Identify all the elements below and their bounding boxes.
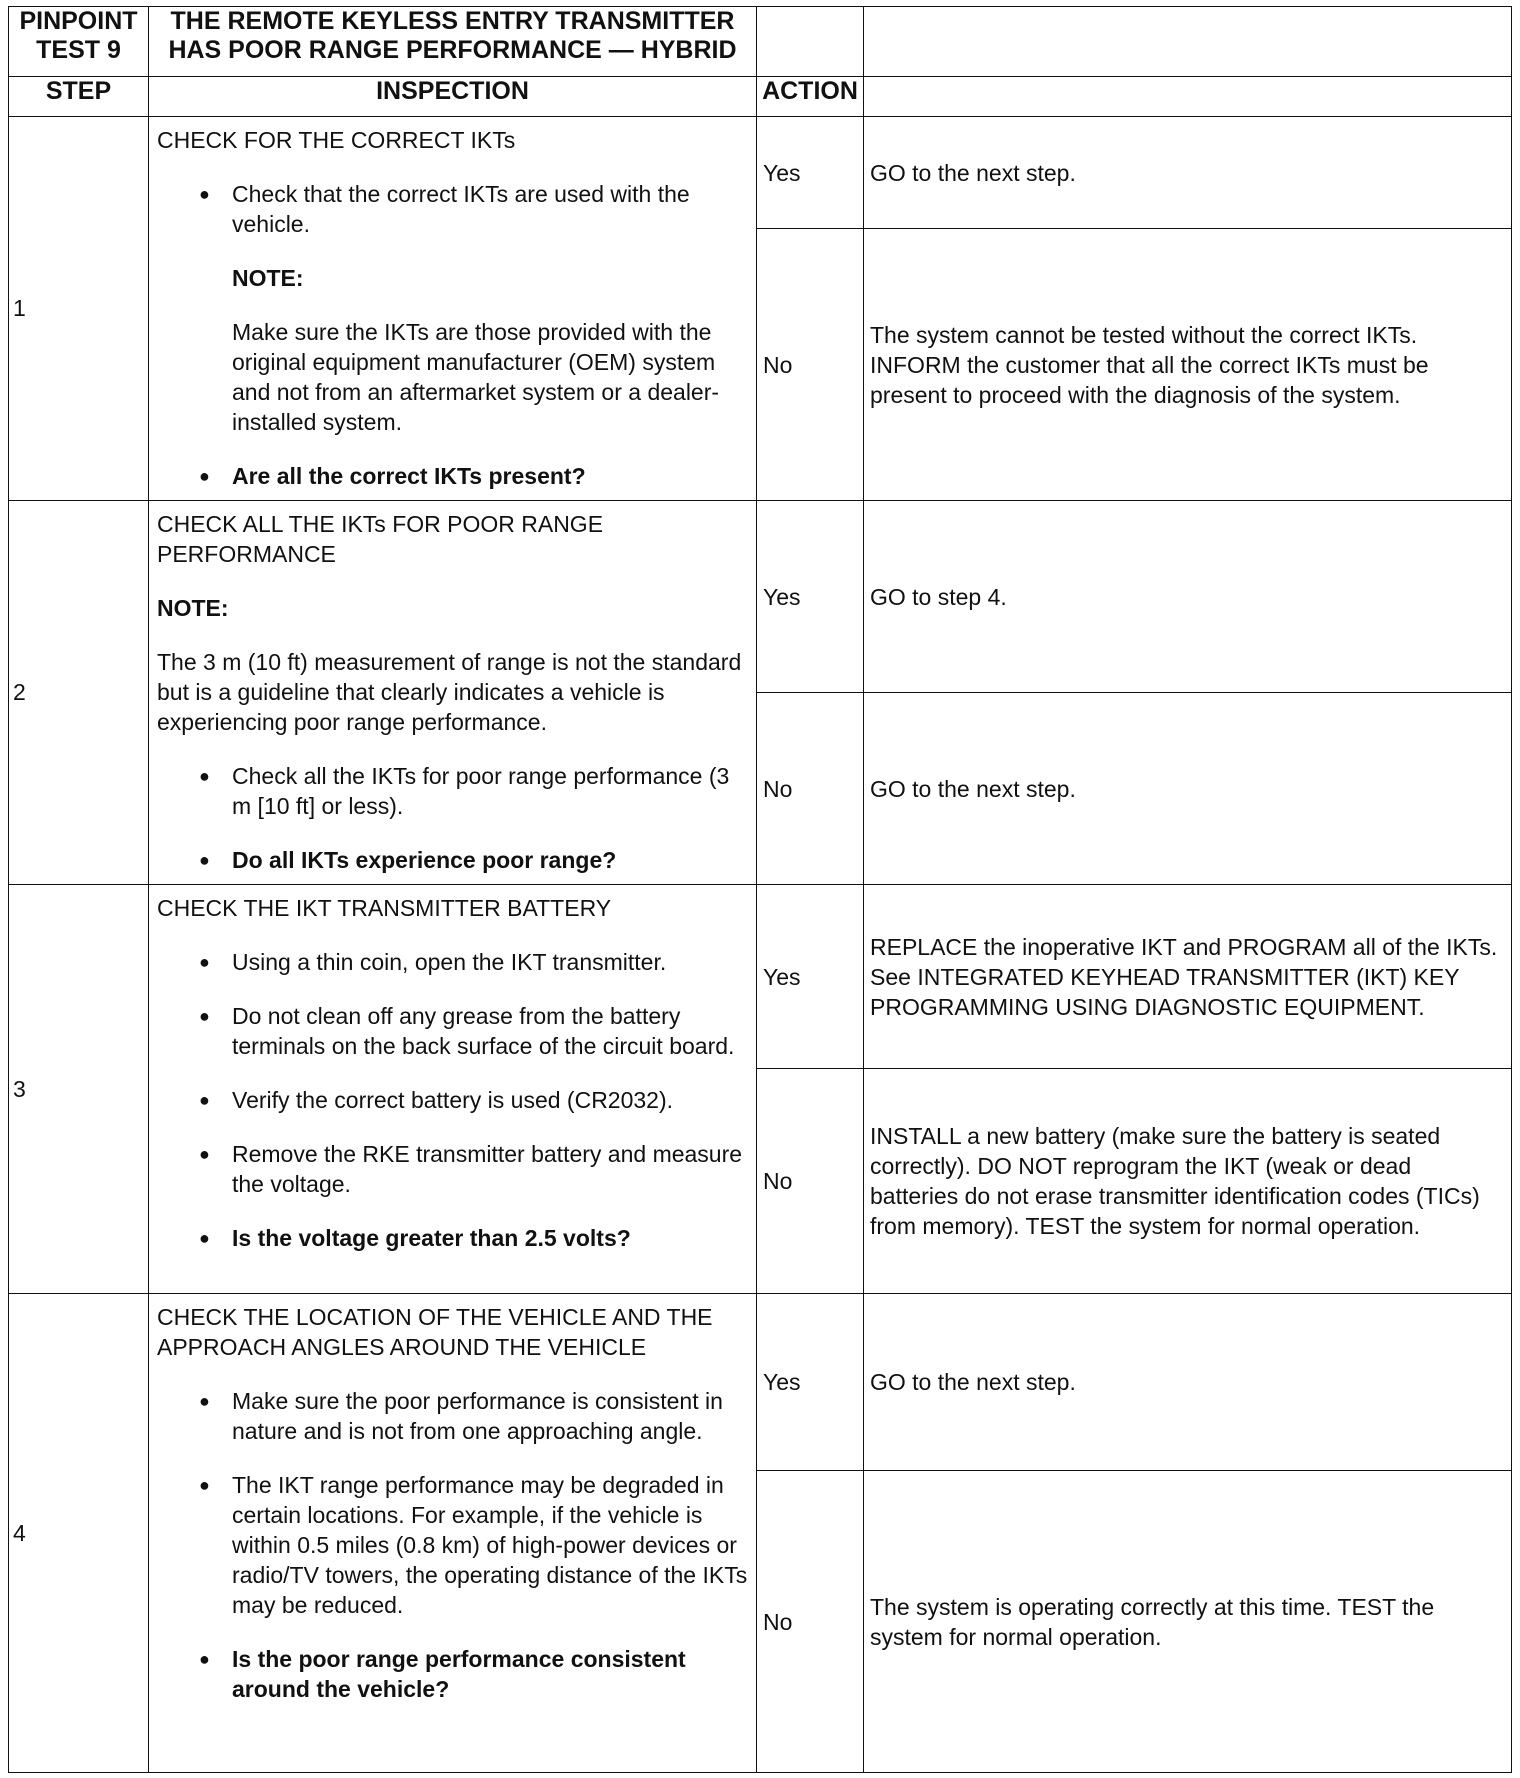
step-1-yes-row	[9, 117, 1512, 229]
bullet-item: ● Using a thin coin, open the IKT transmitter.	[199, 949, 667, 975]
step-3-inspection	[149, 885, 757, 1294]
bullet-item: ● The IKT range performance may be degraded in certain locations. For example, if the vehicle is within 0.5 miles (0.8 km) of high-power devices or radio/TV towers, the operating distance of the IKTs may be reduced.	[199, 1472, 748, 1618]
bullet-icon: ●	[199, 1006, 210, 1026]
title-blank-cell	[757, 7, 864, 77]
step-heading: CHECK THE IKT TRANSMITTER BATTERY	[157, 895, 612, 921]
bullet-icon: ●	[199, 952, 210, 972]
action-no: The system is operating correctly at this time. TEST the system for normal operation.	[864, 1471, 1512, 1773]
step-number: 2	[9, 501, 149, 885]
test-title-line-1: THE REMOTE KEYLESS ENTRY TRANSMITTER	[170, 7, 735, 35]
action-no: The system cannot be tested without the correct IKTs. INFORM the customer that all the correct IKTs must be present to proceed with the diagnosis of the system.	[864, 229, 1512, 501]
note-text: Make sure the IKTs are those provided with the original equipment manufacturer (OEM) system and not from an aftermarket system or a dealer-installed system.	[232, 319, 720, 435]
bullet-icon: ●	[199, 184, 210, 204]
bullet-icon: ●	[199, 1391, 210, 1411]
note-label: NOTE:	[232, 265, 304, 291]
step-heading: CHECK ALL THE IKTs FOR POOR RANGE PERFORMANCE	[157, 511, 604, 567]
test-title	[149, 7, 757, 77]
bullet-icon: ●	[199, 766, 210, 786]
action-no: INSTALL a new battery (make sure the battery is seated correctly). DO NOT reprogram the IKT (weak or dead batteries do not erase transmitter identification codes (TICs) from memory). TEST the system for normal operation.	[864, 1069, 1512, 1294]
bullet-icon: ●	[199, 466, 210, 486]
column-header-blank	[864, 77, 1512, 117]
test-title-line-2: HAS POOR RANGE PERFORMANCE — HYBRID	[168, 36, 737, 64]
step-3-yes-row	[9, 885, 1512, 1069]
column-header-step: STEP	[9, 77, 149, 117]
action-yes: GO to the next step.	[864, 117, 1512, 229]
step-4-yes-row	[9, 1294, 1512, 1471]
action-yes: REPLACE the inoperative IKT and PROGRAM all of the IKTs. See INTEGRATED KEYHEAD TRANSMITTER (IKT) KEY PROGRAMMING USING DIAGNOSTIC EQUIPMENT.	[864, 885, 1512, 1069]
pinpoint-test-table	[8, 6, 1512, 1773]
step-1-inspection	[149, 117, 757, 501]
column-header-inspection: INSPECTION	[149, 77, 757, 117]
step-number: 3	[9, 885, 149, 1294]
table-title-row	[9, 7, 1512, 77]
step-heading: CHECK FOR THE CORRECT IKTs	[157, 127, 516, 153]
bullet-icon: ●	[199, 1090, 210, 1110]
answer-no: No	[757, 229, 864, 501]
note-label: NOTE:	[157, 595, 229, 621]
pinpoint-test-table-container	[8, 6, 1511, 1777]
bullet-icon: ●	[199, 850, 210, 870]
action-yes: GO to the next step.	[864, 1294, 1512, 1471]
answer-yes: Yes	[757, 1294, 864, 1471]
answer-no: No	[757, 1471, 864, 1773]
pinpoint-test-label	[9, 7, 149, 77]
step-number: 1	[9, 117, 149, 501]
action-no: GO to the next step.	[864, 693, 1512, 885]
bullet-item: ● Check that the correct IKTs are used with the vehicle.	[199, 181, 690, 237]
step-2-yes-row	[9, 501, 1512, 693]
bullet-icon: ●	[199, 1649, 210, 1669]
answer-no: No	[757, 1069, 864, 1294]
test-number-label: TEST 9	[36, 36, 121, 64]
question-item: ● Do all IKTs experience poor range?	[199, 847, 617, 873]
note-text: The 3 m (10 ft) measurement of range is not the standard but is a guideline that clearly indicates a vehicle is experiencing poor range performance.	[157, 649, 742, 735]
bullet-icon: ●	[199, 1144, 210, 1164]
bullet-item: ● Check all the IKTs for poor range performance (3 m [10 ft] or less).	[199, 763, 730, 819]
bullet-icon: ●	[199, 1475, 210, 1495]
column-header-row	[9, 77, 1512, 117]
pinpoint-label: PINPOINT	[19, 7, 138, 35]
step-4-inspection	[149, 1294, 757, 1773]
bullet-item: ● Do not clean off any grease from the battery terminals on the back surface of the circuit board.	[199, 1003, 735, 1059]
action-yes: GO to step 4.	[864, 501, 1512, 693]
question-item: ● Is the voltage greater than 2.5 volts?	[199, 1225, 631, 1251]
answer-yes: Yes	[757, 501, 864, 693]
bullet-item: ● Verify the correct battery is used (CR2032).	[199, 1087, 674, 1113]
title-blank-cell	[864, 7, 1512, 77]
bullet-item: ● Remove the RKE transmitter battery and measure the voltage.	[199, 1141, 743, 1197]
bullet-item: ● Make sure the poor performance is consistent in nature and is not from one approaching angle.	[199, 1388, 723, 1444]
question-item: ● Is the poor range performance consistent around the vehicle?	[199, 1646, 686, 1702]
step-heading: CHECK THE LOCATION OF THE VEHICLE AND THE APPROACH ANGLES AROUND THE VEHICLE	[157, 1304, 713, 1360]
step-number: 4	[9, 1294, 149, 1773]
bullet-icon: ●	[199, 1228, 210, 1248]
answer-no: No	[757, 693, 864, 885]
step-2-inspection	[149, 501, 757, 885]
answer-yes: Yes	[757, 117, 864, 229]
column-header-action: ACTION	[757, 77, 864, 117]
answer-yes: Yes	[757, 885, 864, 1069]
question-item: ● Are all the correct IKTs present?	[199, 463, 586, 489]
